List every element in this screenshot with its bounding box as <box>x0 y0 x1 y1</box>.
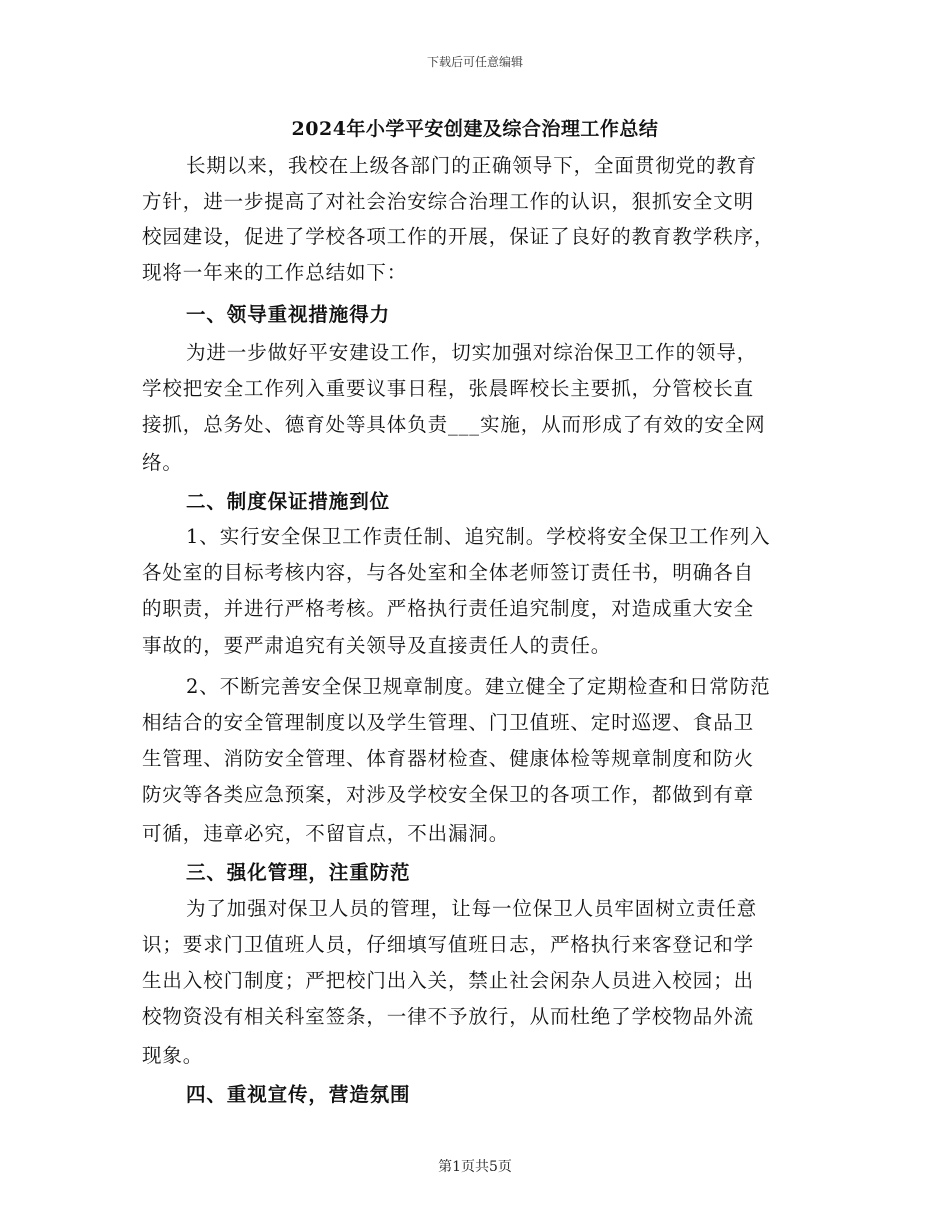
paragraph-line: 方针，进一步提高了对社会治安综合治理工作的认识，狠抓安全文明 <box>142 190 755 213</box>
paragraph-line: 长期以来，我校在上级各部门的正确领导下，全面贯彻党的教育 <box>186 154 758 177</box>
section-heading: 二、制度保证措施到位 <box>186 490 391 513</box>
page-header-note: 下载后可任意编辑 <box>426 55 523 69</box>
paragraph-line: 络。 <box>142 451 183 474</box>
paragraph-line: 为进一步做好平安建设工作，切实加强对综治保卫工作的领导， <box>186 341 758 364</box>
document-title: 2024年小学平安创建及综合治理工作总结 <box>291 118 659 140</box>
section-heading: 三、强化管理，注重防范 <box>186 861 411 884</box>
paragraph-line: 接抓，总务处、德育处等具体负责___实施，从而形成了有效的安全网 <box>142 413 766 436</box>
section-heading: 一、领导重视措施得力 <box>186 303 391 326</box>
paragraph-line: 生管理、消防安全管理、体育器材检查、健康体检等规章制度和防火 <box>142 747 755 770</box>
paragraph-line: 事故的，要严肃追究有关领导及直接责任人的责任。 <box>142 634 612 657</box>
paragraph-line: 现象。 <box>142 1044 204 1067</box>
paragraph-line: 各处室的目标考核内容，与各处室和全体老师签订责任书，明确各自 <box>142 561 755 584</box>
paragraph-line: 生出入校门制度；严把校门出入关，禁止社会闲杂人员进入校园；出 <box>142 969 755 992</box>
paragraph-line: 防灾等各类应急预案，对涉及学校安全保卫的各项工作，都做到有章 <box>142 783 755 806</box>
paragraph-line: 可循，违章必究，不留盲点，不出漏洞。 <box>142 822 510 845</box>
paragraph-line: 校物资没有相关科室签条，一律不予放行，从而杜绝了学校物品外流 <box>142 1005 755 1028</box>
paragraph-line: 现将一年来的工作总结如下： <box>142 261 408 284</box>
section-heading: 四、重视宣传，营造氛围 <box>186 1083 411 1106</box>
paragraph-line: 识；要求门卫值班人员，仔细填写值班日志，严格执行来客登记和学 <box>142 933 755 956</box>
paragraph-line: 1、实行安全保卫工作责任制、追究制。学校将安全保卫工作列入 <box>186 525 771 548</box>
paragraph-line: 的职责，并进行严格考核。严格执行责任追究制度，对造成重大安全 <box>142 597 755 620</box>
paragraph-line: 学校把安全工作列入重要议事日程，张晨晖校长主要抓，分管校长直 <box>142 377 755 400</box>
paragraph-line: 相结合的安全管理制度以及学生管理、门卫值班、定时巡逻、食品卫 <box>142 711 755 734</box>
paragraph-line: 校园建设，促进了学校各项工作的开展，保证了良好的教育教学秩序， <box>142 225 775 248</box>
paragraph-line: 为了加强对保卫人员的管理，让每一位保卫人员牢固树立责任意 <box>186 897 758 920</box>
page-number: 第1页共5页 <box>438 1159 512 1175</box>
paragraph-line: 2、不断完善安全保卫规章制度。建立健全了定期检查和日常防范 <box>186 675 771 698</box>
